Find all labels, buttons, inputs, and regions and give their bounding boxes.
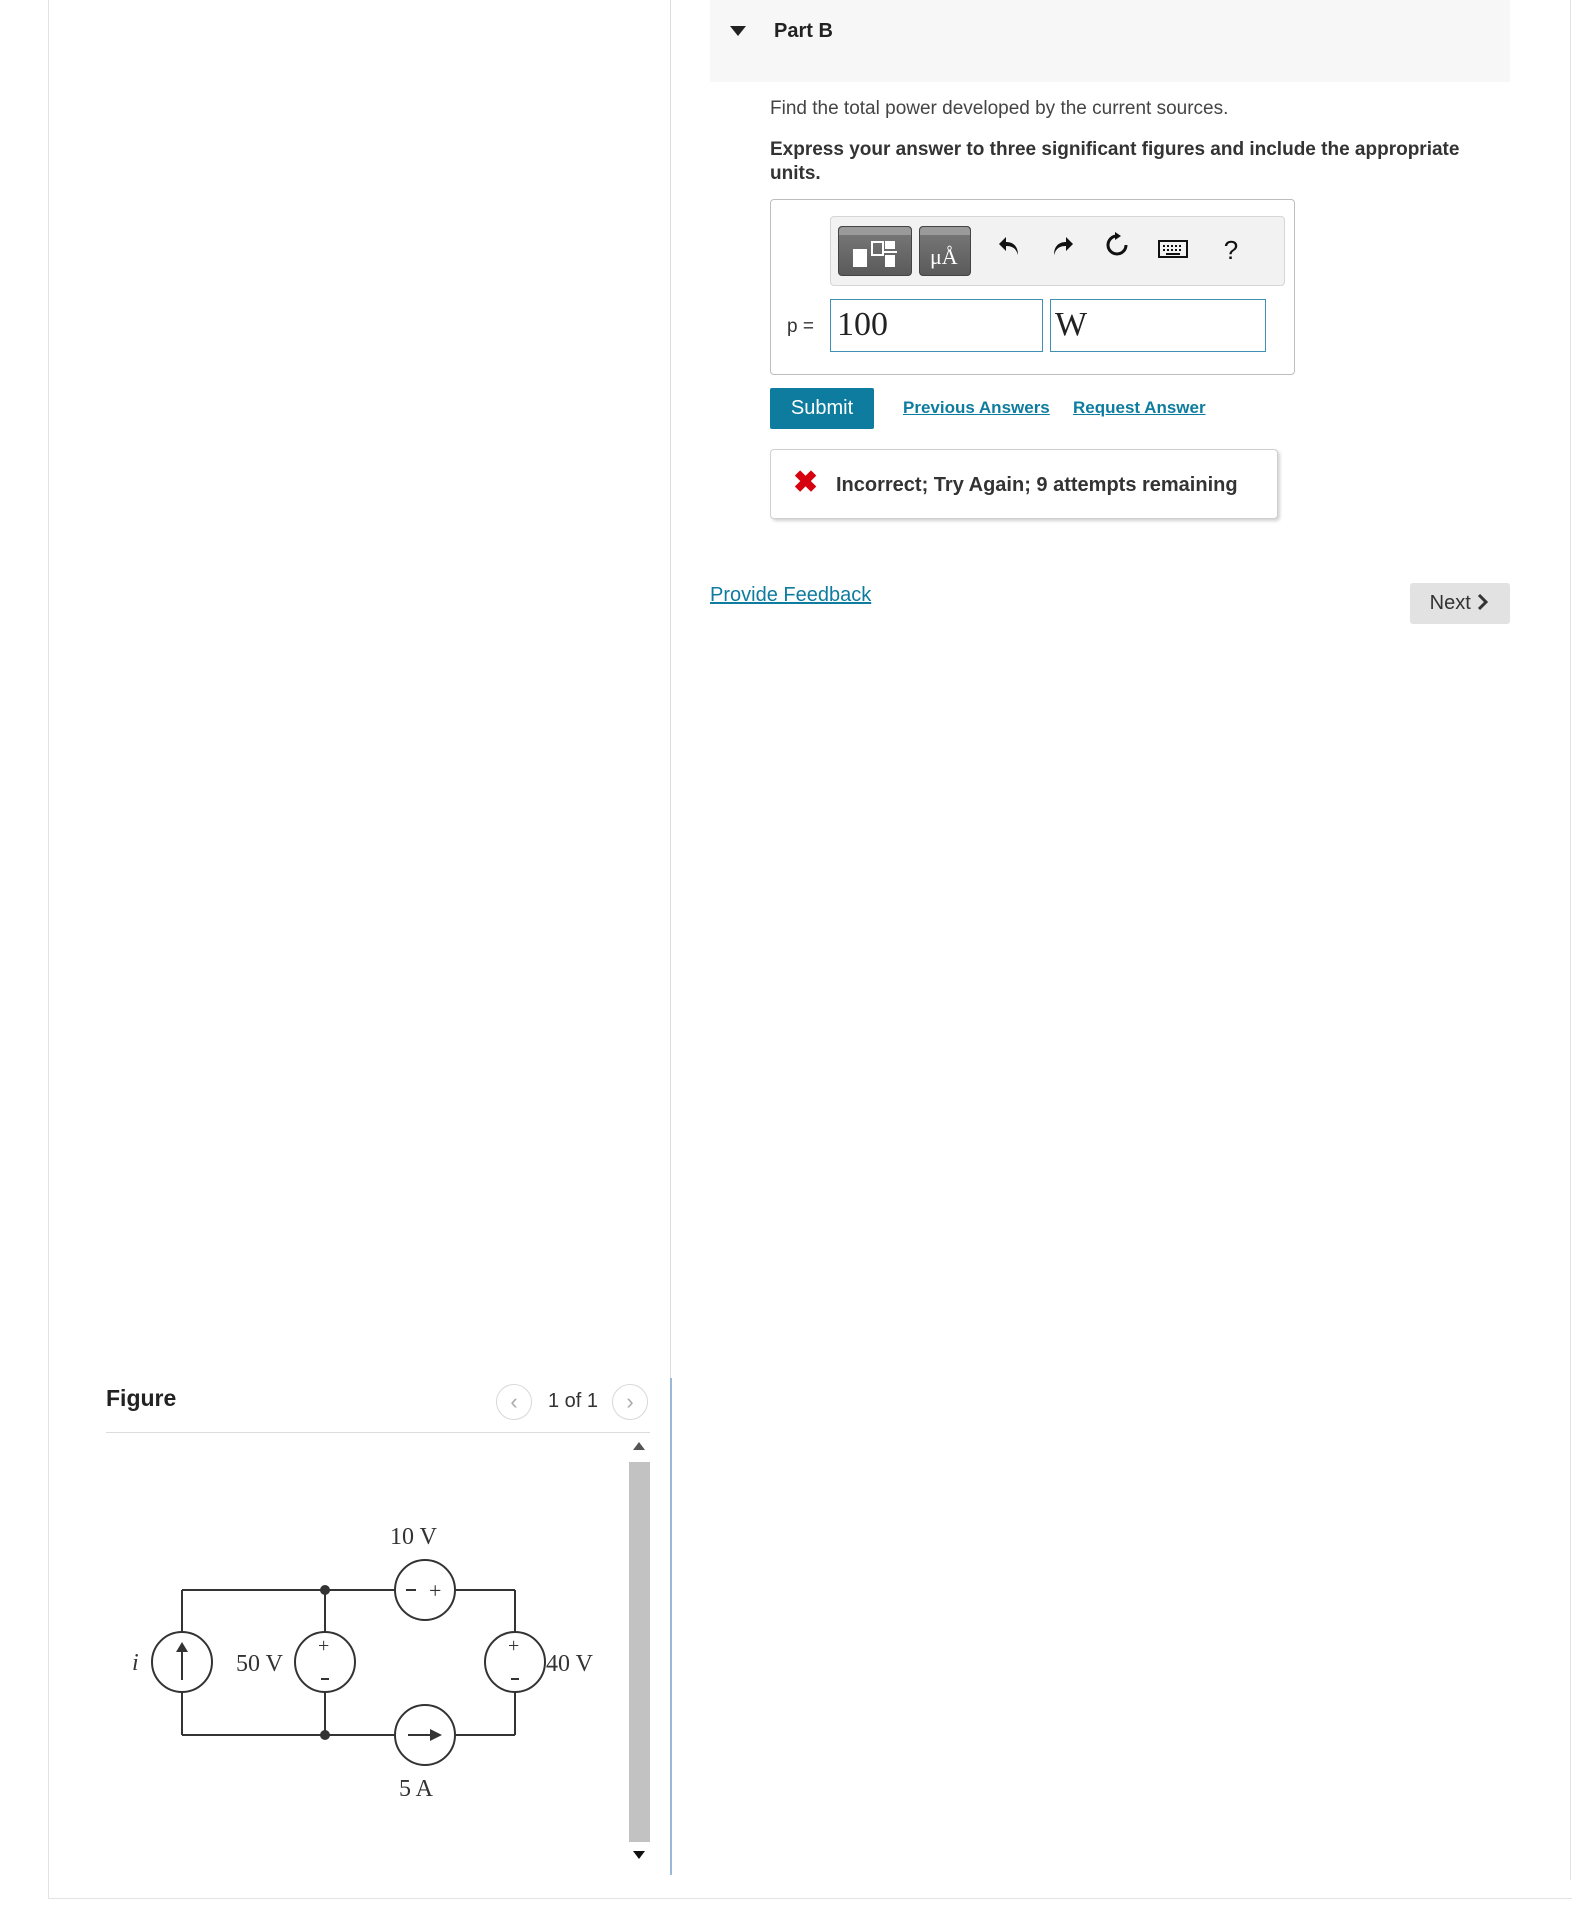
scroll-thumb[interactable] bbox=[629, 1462, 650, 1842]
redo-icon[interactable] bbox=[1044, 231, 1082, 269]
chevron-right-icon bbox=[1476, 593, 1490, 611]
label-10v: 10 V bbox=[390, 1524, 437, 1550]
label-50v: 50 V bbox=[236, 1651, 283, 1677]
current-source-i bbox=[152, 1632, 212, 1692]
part-header[interactable] bbox=[710, 0, 1510, 82]
answer-label: p = bbox=[787, 316, 814, 337]
units-glyph: μÅ bbox=[930, 244, 958, 269]
help-icon[interactable]: ? bbox=[1223, 235, 1239, 265]
units-button[interactable] bbox=[919, 226, 971, 276]
request-answer-link[interactable]: Request Answer bbox=[1073, 398, 1206, 417]
node-bottom bbox=[320, 1730, 330, 1740]
feedback-text: Incorrect; Try Again; 9 attempts remaining bbox=[836, 474, 1238, 496]
question-instruction: Express your answer to three significant figures and include the appropriate units. bbox=[770, 139, 1460, 184]
svg-text:+: + bbox=[429, 1578, 442, 1603]
label-5a: 5 A bbox=[399, 1776, 434, 1802]
value-input[interactable]: 100 bbox=[830, 299, 1043, 352]
figure-next-button[interactable]: › bbox=[612, 1384, 648, 1420]
svg-text:+: + bbox=[508, 1635, 520, 1657]
label-i: i bbox=[132, 1650, 139, 1676]
keyboard-icon[interactable] bbox=[1154, 231, 1192, 269]
scroll-up-icon[interactable] bbox=[633, 1442, 645, 1450]
collapse-caret-icon[interactable] bbox=[730, 26, 746, 36]
panel-divider-focus bbox=[670, 1378, 672, 1875]
part-title: Part B bbox=[774, 20, 833, 42]
question-prompt: Find the total power developed by the current sources. bbox=[770, 98, 1229, 119]
scroll-down-icon[interactable] bbox=[633, 1851, 645, 1859]
next-label: Next bbox=[1429, 592, 1471, 614]
answer-box bbox=[770, 199, 1295, 375]
feedback-box bbox=[770, 449, 1278, 519]
math-toolbar bbox=[830, 216, 1285, 286]
figure-scrollbar[interactable] bbox=[627, 1436, 649, 1870]
previous-answers-link[interactable]: Previous Answers bbox=[903, 398, 1050, 417]
svg-text:+: + bbox=[318, 1635, 330, 1657]
circuit-diagram bbox=[126, 1520, 616, 1820]
reset-icon[interactable] bbox=[1098, 231, 1136, 269]
provide-feedback-link[interactable]: Provide Feedback bbox=[710, 584, 872, 606]
figure-title: Figure bbox=[106, 1385, 177, 1411]
label-40v: 40 V bbox=[546, 1651, 593, 1677]
unit-input[interactable]: W bbox=[1050, 299, 1266, 352]
submit-button[interactable]: Submit bbox=[770, 388, 874, 429]
current-source-5a bbox=[395, 1705, 455, 1765]
undo-icon[interactable] bbox=[990, 231, 1028, 269]
voltage-source-10v bbox=[395, 1560, 455, 1620]
templates-button[interactable] bbox=[838, 226, 912, 276]
left-border bbox=[48, 0, 49, 1898]
x-icon: ✖ bbox=[793, 466, 819, 499]
figure-prev-button[interactable]: ‹ bbox=[496, 1384, 532, 1420]
voltage-source-40v bbox=[485, 1632, 545, 1692]
figure-divider bbox=[106, 1432, 650, 1433]
right-border bbox=[1570, 0, 1571, 1880]
figure-pager: 1 of 1 bbox=[548, 1390, 599, 1412]
next-button[interactable] bbox=[1410, 583, 1510, 624]
node-top bbox=[320, 1585, 330, 1595]
voltage-source-50v bbox=[295, 1632, 355, 1692]
bottom-border bbox=[48, 1898, 1572, 1899]
